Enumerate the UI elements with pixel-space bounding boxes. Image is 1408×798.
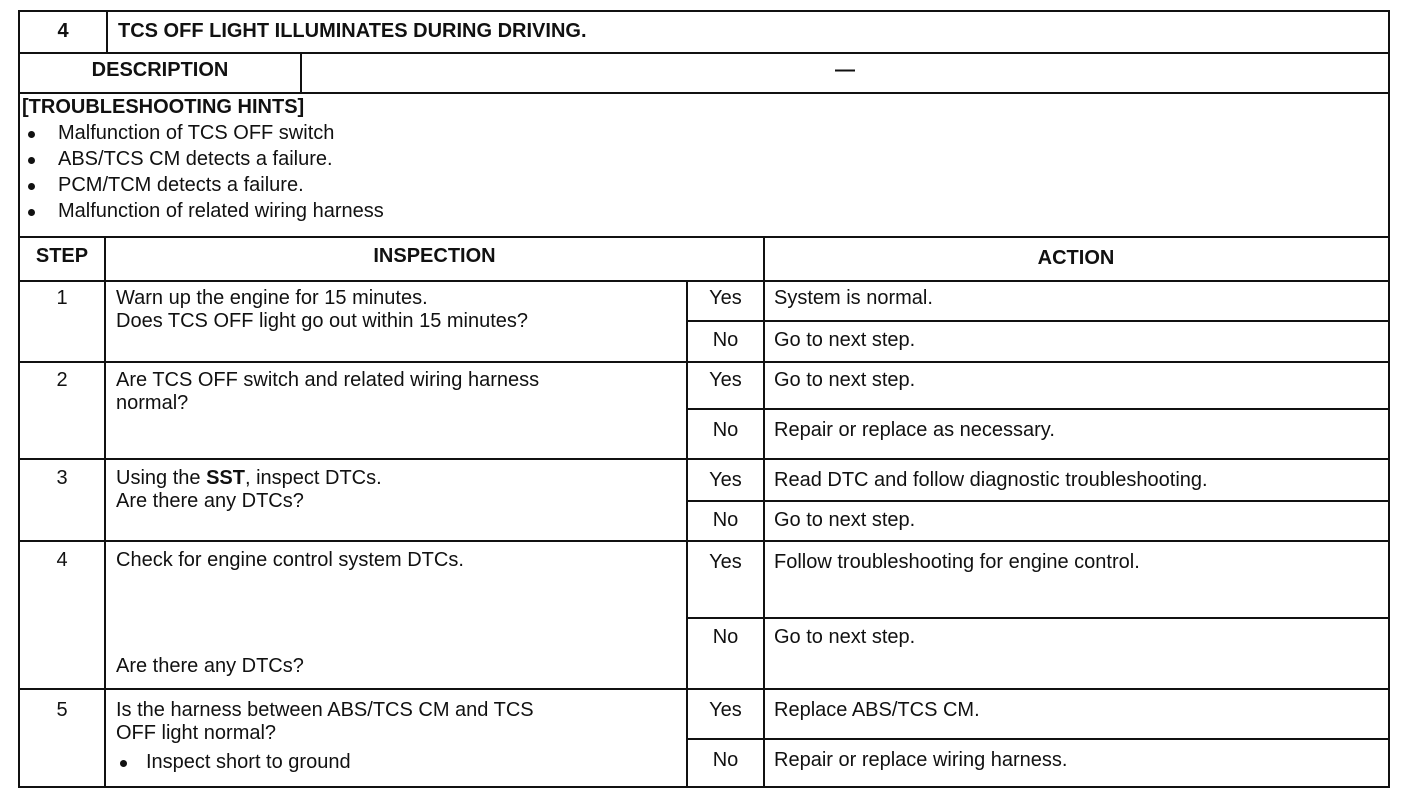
divider — [763, 280, 765, 788]
yes-label: Yes — [709, 369, 742, 391]
divider — [686, 738, 1390, 740]
no-label: No — [712, 329, 739, 351]
divider — [18, 458, 1390, 460]
hint-item: PCM/TCM detects a failure. — [22, 172, 384, 198]
yes-action: System is normal. — [774, 287, 933, 309]
yes-action: Read DTC and follow diagnostic troubleshooting. — [774, 469, 1208, 491]
step-number: 4 — [56, 549, 68, 571]
divider — [686, 320, 1390, 322]
no-action: Go to next step. — [774, 509, 916, 531]
inspection-text: Warn up the engine for 15 minutes. — [116, 287, 428, 309]
inspection-text: Check for engine control system DTCs. — [116, 549, 464, 571]
yes-label: Yes — [709, 699, 742, 721]
inspection-text: Using the SST, inspect DTCs. — [116, 467, 382, 489]
troubleshooting-hints — [22, 94, 384, 224]
divider — [18, 540, 1390, 542]
description-value: — — [835, 59, 855, 81]
divider — [18, 52, 1390, 54]
no-action: Go to next step. — [774, 329, 916, 351]
yes-label: Yes — [709, 469, 742, 491]
inspection-text: normal? — [116, 392, 189, 414]
procedure-title: TCS OFF LIGHT ILLUMINATES DURING DRIVING. — [118, 20, 587, 42]
no-label: No — [712, 509, 739, 531]
hints-heading: [TROUBLESHOOTING HINTS] — [22, 96, 305, 118]
no-label: No — [712, 749, 739, 771]
divider — [686, 500, 1390, 502]
inspection-text: OFF light normal? — [116, 722, 277, 744]
yes-action: Replace ABS/TCS CM. — [774, 699, 980, 721]
procedure-number: 4 — [57, 20, 69, 42]
divider — [18, 280, 1390, 282]
inspection-bullet: Inspect short to ground — [116, 750, 1408, 774]
no-action: Go to next step. — [774, 626, 916, 648]
inspection-text: Is the harness between ABS/TCS CM and TCS — [116, 699, 534, 721]
sst-term: SST — [206, 467, 245, 489]
column-step: STEP — [35, 245, 89, 267]
step-number: 2 — [56, 369, 68, 391]
divider — [686, 617, 1390, 619]
inspection-text: Are there any DTCs? — [116, 655, 304, 677]
step-number: 3 — [56, 467, 68, 489]
step-number: 1 — [56, 287, 68, 309]
inspection-text: Does TCS OFF light go out within 15 minutes? — [116, 310, 529, 332]
column-action: ACTION — [1037, 247, 1115, 269]
step-number: 5 — [56, 699, 68, 721]
yes-action: Follow troubleshooting for engine control. — [774, 551, 1140, 573]
hint-item: Malfunction of TCS OFF switch — [22, 120, 384, 146]
description-label: DESCRIPTION — [91, 59, 229, 81]
inspection-text: Are there any DTCs? — [116, 490, 304, 512]
column-inspection: INSPECTION — [373, 245, 496, 267]
divider — [106, 10, 108, 54]
divider — [18, 361, 1390, 363]
divider — [18, 688, 1390, 690]
divider — [104, 236, 106, 788]
no-action: Repair or replace as necessary. — [774, 419, 1055, 441]
yes-action: Go to next step. — [774, 369, 916, 391]
no-label: No — [712, 626, 739, 648]
yes-label: Yes — [709, 551, 742, 573]
inspection-text: Are TCS OFF switch and related wiring harness — [116, 369, 540, 391]
divider — [686, 408, 1390, 410]
hint-item: Malfunction of related wiring harness — [22, 198, 384, 224]
hint-item: ABS/TCS CM detects a failure. — [22, 146, 384, 172]
no-label: No — [712, 419, 739, 441]
divider — [18, 236, 1390, 238]
no-action: Repair or replace wiring harness. — [774, 749, 1068, 771]
yes-label: Yes — [709, 287, 742, 309]
